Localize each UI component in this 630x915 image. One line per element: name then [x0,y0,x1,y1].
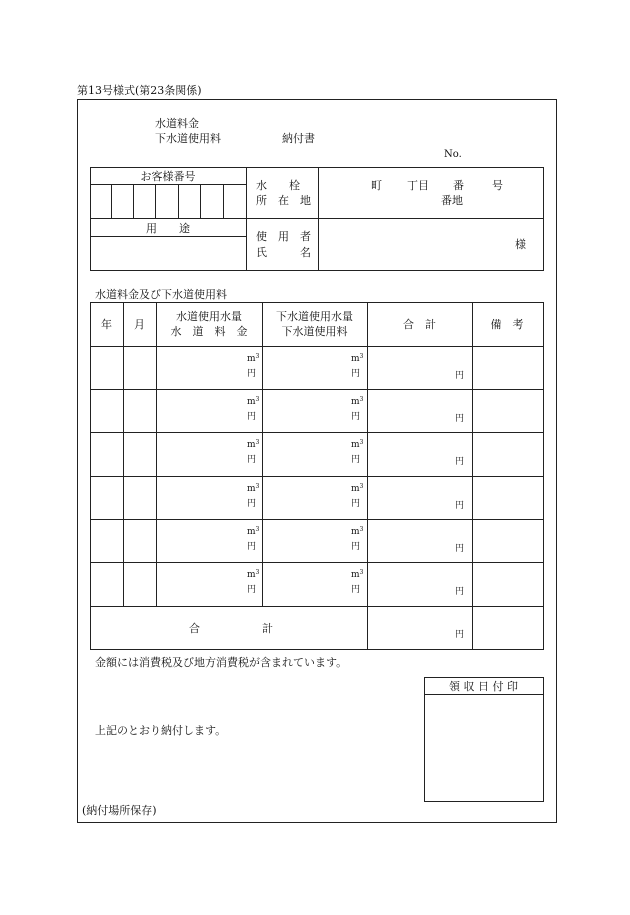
water-usage-unit [247,571,259,580]
m3-unit: m [351,570,360,580]
m3-superscript: 3 [359,569,364,576]
form-number-label: 第13号様式(第23条関係) [77,84,202,97]
m3-superscript: 3 [255,569,260,576]
m3-superscript: 3 [255,353,260,360]
sewer-usage-unit [351,355,363,364]
grand-total-label-left: 合 [189,622,200,635]
header-sewer-usage: 下水道使用水量 [276,310,353,323]
header-year: 年 [101,318,112,331]
user-name-label-2: 氏 名 [256,246,311,259]
payment-statement: 上記のとおり納付します。 [95,724,227,737]
m3-unit: m [247,440,256,450]
receipt-stamp-box [424,677,544,802]
row-total-yen-unit: 円 [455,457,465,467]
title-sewer-fee: 下水道使用料 [155,132,221,145]
user-name-label: 使 用 者 [256,230,311,243]
m3-superscript: 3 [359,526,364,533]
sewer-fee-yen-unit: 円 [351,585,361,595]
header-remarks: 備 考 [490,318,524,331]
address-chome: 丁目 [407,179,429,192]
m3-superscript: 3 [255,439,260,446]
hydrant-location-label: 水 栓 [256,179,300,192]
title-water-fee: 水道料金 [155,117,199,130]
header-month: 月 [134,318,145,331]
tax-note: 金額には消費税及び地方消費税が含まれています。 [95,656,348,669]
row-total-yen-unit: 円 [455,414,465,424]
m3-unit: m [351,484,360,494]
m3-unit: m [247,397,256,407]
sewer-fee-yen-unit: 円 [351,369,361,379]
charges-section-title: 水道料金及び下水道使用料 [95,288,227,301]
sewer-usage-unit [351,398,363,407]
sewer-fee-yen-unit: 円 [351,412,361,422]
m3-unit: m [247,570,256,580]
header-water-fee: 水 道 料 金 [170,325,248,338]
receipt-stamp-label: 領 収 日 付 印 [449,680,518,693]
water-usage-unit [247,485,259,494]
m3-superscript: 3 [359,396,364,403]
address-go: 号 [492,179,503,192]
m3-unit: m [247,484,256,494]
header-water-usage: 水道使用水量 [176,310,242,323]
title-payment-slip: 納付書 [282,132,315,145]
m3-superscript: 3 [255,483,260,490]
water-usage-unit [247,355,259,364]
address-cho: 町 [371,179,382,192]
row-total-yen-unit: 円 [455,371,465,381]
row-total-yen-unit: 円 [455,544,465,554]
header-sewer-fee: 下水道使用料 [281,325,348,338]
m3-unit: m [351,354,360,364]
water-usage-unit [247,528,259,537]
m3-unit: m [351,440,360,450]
use-label: 用 途 [146,222,190,235]
sewer-usage-unit [351,528,363,537]
water-fee-yen-unit: 円 [247,455,257,465]
sewer-fee-yen-unit: 円 [351,542,361,552]
customer-number-label: お客様番号 [140,170,196,183]
water-fee-yen-unit: 円 [247,412,257,422]
water-fee-yen-unit: 円 [247,499,257,509]
row-total-yen-unit: 円 [455,587,465,597]
slip-number-label: No. [444,149,462,160]
water-fee-yen-unit: 円 [247,542,257,552]
address-ban: 番 [453,179,464,192]
sewer-usage-unit [351,571,363,580]
m3-superscript: 3 [255,526,260,533]
m3-unit: m [351,397,360,407]
sewer-fee-yen-unit: 円 [351,499,361,509]
honorific-sama: 様 [515,238,526,251]
m3-unit: m [247,527,256,537]
m3-superscript: 3 [359,483,364,490]
grand-total-yen-unit: 円 [455,630,465,640]
m3-superscript: 3 [359,439,364,446]
water-usage-unit [247,398,259,407]
header-total: 合 計 [403,318,436,331]
sewer-fee-yen-unit: 円 [351,455,361,465]
retention-note: (納付場所保存) [82,804,157,817]
row-total-yen-unit: 円 [455,501,465,511]
sewer-usage-unit [351,441,363,450]
water-fee-yen-unit: 円 [247,585,257,595]
m3-superscript: 3 [255,396,260,403]
sewer-usage-unit [351,485,363,494]
water-fee-yen-unit: 円 [247,369,257,379]
grand-total-label-right: 計 [262,622,273,635]
water-usage-unit [247,441,259,450]
m3-unit: m [247,354,256,364]
address-banchi: 番地 [441,194,463,207]
m3-superscript: 3 [359,353,364,360]
hydrant-location-label-2: 所 在 地 [256,194,311,207]
m3-unit: m [351,527,360,537]
